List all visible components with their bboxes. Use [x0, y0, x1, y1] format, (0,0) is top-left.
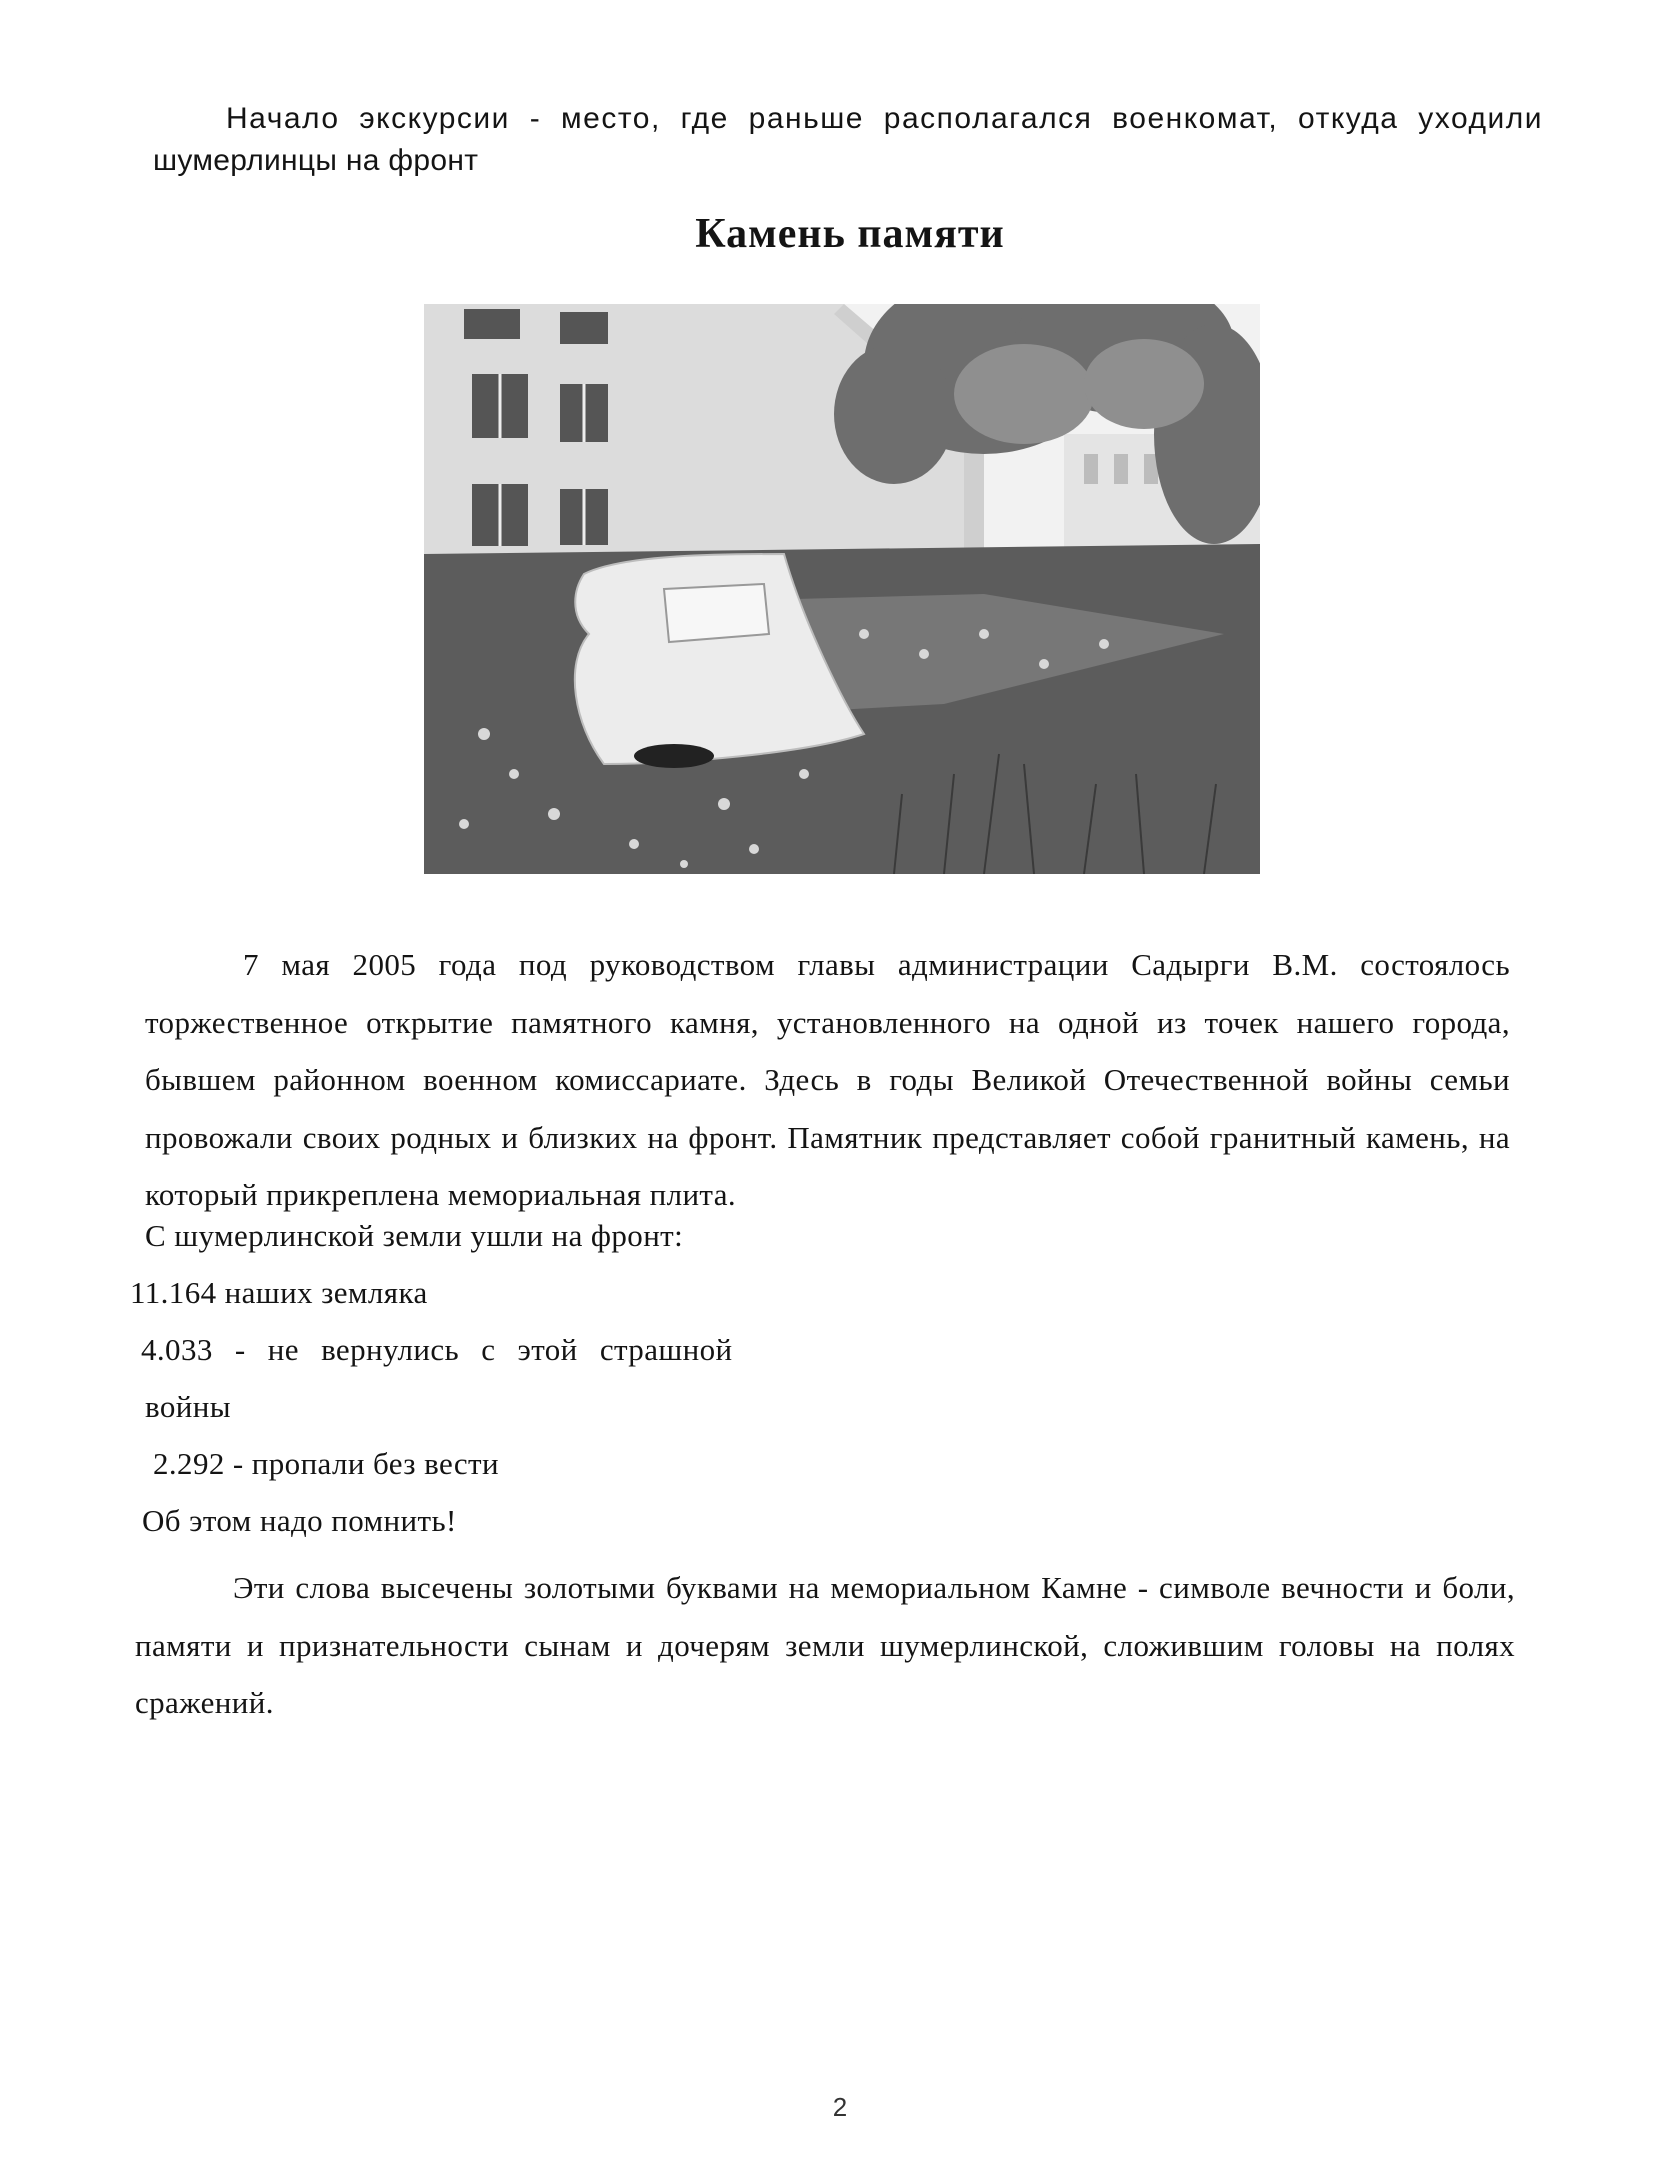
- stats-missing: 2.292 - пропали без вести: [153, 1446, 499, 1481]
- stats-total: 11.164 наших земляка: [130, 1275, 428, 1310]
- stats-remember: Об этом надо помнить!: [142, 1503, 457, 1538]
- stats-not-returned: 4.033 - не вернулись с этой страшной: [141, 1332, 733, 1367]
- opening-paragraph: 7 мая 2005 года под руководством главы администрации Садырги В.М. состоялось торжественное открытие памятного камня, установленного на одной из точек нашего города, бывшем районном военном комиссариате. Здесь в годы Великой Отечественной войны семьи провожали своих родных и близких на фронт. Памятник представляет собой гранитный камень, на который прикреплена мемориальная плита.: [145, 947, 1510, 1212]
- intro-line-1: Начало экскурсии - место, где раньше располагался военкомат, откуда уходили: [226, 102, 1543, 135]
- intro-line-2: шумерлинцы на фронт: [153, 144, 479, 177]
- stats-not-returned-cont: войны: [145, 1389, 231, 1424]
- page-number: 2: [832, 2092, 848, 2122]
- photo-illustration: [424, 304, 1260, 874]
- stats-lead: С шумерлинской земли ушли на фронт:: [145, 1218, 684, 1253]
- closing-paragraph: Эти слова высечены золотыми буквами на мемориальном Камне - символе вечности и боли, памяти и признательности сынам и дочерям земли шумерлинской, сложившим головы на полях сражений.: [135, 1570, 1515, 1720]
- memorial-stone-photo: [424, 304, 1260, 874]
- intro-paragraph: [153, 98, 1543, 182]
- page-title: Камень памяти: [695, 211, 1005, 257]
